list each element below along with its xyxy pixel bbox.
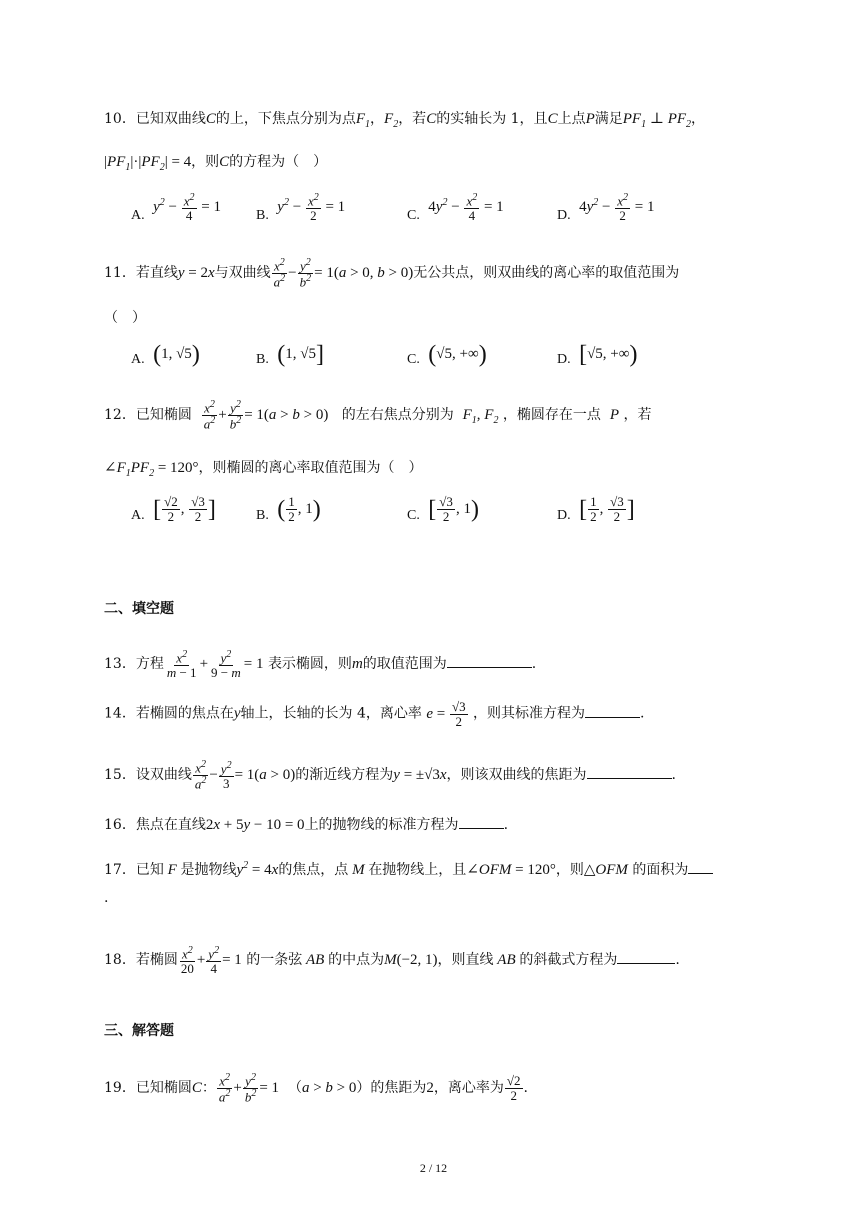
q17-number: 17． xyxy=(104,862,136,878)
q12-option-b[interactable] xyxy=(256,495,321,523)
q10-line1: 10．已知双曲线C的上，下焦点分别为点$F_1$，$F_2$，若C的实轴长为 1，且C上点P满足$PF_1$ ⊥ $PF_2$， xyxy=(104,111,706,130)
q11-option-c[interactable] xyxy=(407,343,487,367)
math: P xyxy=(585,111,595,127)
math: △OFM xyxy=(583,862,628,878)
math: $|PF_1|\cdot|PF_2| = 4$ xyxy=(104,154,192,173)
q10-text: 的方程为（ ） xyxy=(229,154,328,170)
q11-line1 xyxy=(104,258,679,289)
math: $F_1$ xyxy=(355,111,371,130)
q19-line: 19．已知椭圆C： $\frac{x^2}{a^2}$ + $\frac{y^2}{b^2}$ = 1 （a > b > 0）的焦距为2，离心率为 $\frac{√2}{2}$ . xyxy=(104,1072,528,1105)
q19-text: 已知椭圆 xyxy=(135,1079,192,1096)
q11-number: 11． xyxy=(104,264,136,281)
q15-text: 设双曲线 xyxy=(135,766,192,783)
q15-text: 的渐近线方程为 xyxy=(295,766,394,783)
math: $y^2$ − $\frac{x^2}{2}$ = 1 xyxy=(277,192,346,223)
q18-number: 18． xyxy=(104,952,136,969)
answer-blank[interactable] xyxy=(585,717,640,718)
math: C xyxy=(205,111,216,127)
q17-line2: . xyxy=(104,890,109,906)
q10-number: 10． xyxy=(104,111,136,127)
math: AB xyxy=(493,952,520,969)
math: y xyxy=(233,705,241,722)
section-heading-fill-in: 二、填空题 xyxy=(104,601,174,617)
math: P xyxy=(609,406,619,423)
q12-text: 已知椭圆 xyxy=(135,406,192,423)
q17-line xyxy=(104,861,713,878)
math: $F_2$ xyxy=(384,111,399,130)
option-label: B. xyxy=(256,508,269,524)
q14-number: 14． xyxy=(104,705,136,722)
option-label: D. xyxy=(557,352,571,367)
math: AB xyxy=(302,952,329,969)
math: ( $\frac{1}{2}$ , 1) xyxy=(277,494,321,524)
answer-blank[interactable] xyxy=(617,963,675,964)
q19-text: ）的焦距为 xyxy=(356,1079,427,1096)
math: $\angle F_1PF_2 = 120^\circ$ xyxy=(104,460,199,479)
q10-text: 的实轴长为 1，且 xyxy=(436,111,548,127)
q12-text: ，椭圆存在一点 xyxy=(502,406,601,423)
q10-text: 的上，下焦点分别为点 xyxy=(215,111,356,127)
math: (√5, +∞) xyxy=(428,342,487,368)
q19-text: ，离心率为 xyxy=(433,1079,504,1096)
q12-text: ，则椭圆的离心率取值范围为（ ） xyxy=(198,460,423,476)
math: $\frac{x^2}{a^2}$ − $\frac{y^2}{3}$ = 1(a > 0) xyxy=(194,759,296,792)
q10-text: ，则 xyxy=(191,154,220,170)
math: $F_1$, $F_2$ xyxy=(462,406,499,426)
math: y = 2x xyxy=(177,264,215,281)
math: 2x + 5y − 10 = 0 xyxy=(205,817,305,833)
q14-text: ，则其标准方程为 xyxy=(473,705,586,722)
q14-line: 14．若椭圆的焦点在y轴上，长轴的长为 4，离心率 e = $\frac{√3}{2}$ ，则其标准方程为 . xyxy=(104,699,645,729)
math: C xyxy=(426,111,437,127)
q11-option-b[interactable] xyxy=(256,343,324,367)
q12-line1 xyxy=(104,400,651,431)
q11-text: 若直线 xyxy=(135,264,178,281)
q15-text: ，则该双曲线的焦距为 xyxy=(446,766,587,783)
q15-line: 15．设双曲线 $\frac{x^2}{a^2}$ − $\frac{y^2}{3}$ = 1(a > 0)的渐近线方程为y = ±√3x，则该双曲线的焦距为 . xyxy=(104,759,676,792)
page-number: 2 / 12 xyxy=(419,1161,448,1175)
q13-text: 表示椭圆，则 xyxy=(267,656,352,673)
q10-text: ，若 xyxy=(398,111,427,127)
q12-text: ，若 xyxy=(623,406,652,423)
q10-option-a[interactable] xyxy=(131,193,221,223)
q13-text: 方程 xyxy=(135,656,164,673)
option-label: A. xyxy=(131,352,145,367)
answer-blank[interactable] xyxy=(447,667,532,668)
math: $\frac{x^2}{a^2}$ − $\frac{y^2}{b^2}$ = 1(a > 0, b > 0) xyxy=(273,257,414,290)
math: (1, √5) xyxy=(153,342,200,368)
q12-option-a[interactable] xyxy=(131,495,216,523)
option-label: A. xyxy=(131,508,145,524)
option-label: C. xyxy=(407,508,420,524)
math: $\frac{x^2}{a^2}$ + $\frac{y^2}{b^2}$ = 1 xyxy=(218,1072,280,1105)
q17-text: 在抛物线上，且 xyxy=(368,862,467,878)
q10-text: 上点 xyxy=(557,111,586,127)
q10-text: 已知双曲线 xyxy=(135,111,206,127)
option-label: C. xyxy=(407,352,420,367)
math: $\frac{x^2}{m - 1}$ + $\frac{y^2}{9 - m}$ = 1 xyxy=(166,649,264,680)
q10-text: 满足 xyxy=(594,111,623,127)
q17-text: ，则 xyxy=(555,862,584,878)
math: ∠OFM = 120° xyxy=(466,862,556,878)
math: $4y^2$ − $\frac{x^2}{2}$ = 1 xyxy=(579,192,655,223)
q18-text: ，则直线 xyxy=(437,952,494,969)
math: m xyxy=(351,656,363,673)
q12-option-c[interactable] xyxy=(407,495,479,523)
math: [ $\frac{1}{2}$ , $\frac{√3}{2}$ ] xyxy=(579,494,635,524)
option-label: A. xyxy=(131,207,145,223)
q10-line2 xyxy=(104,155,327,173)
math: [ $\frac{√2}{2}$ , $\frac{√3}{2}$ ] xyxy=(153,494,216,524)
q16-line: 16．焦点在直线2x + 5y − 10 = 0上的抛物线的标准方程为 . xyxy=(104,817,509,833)
math: [ $\frac{√3}{2}$ , 1) xyxy=(428,494,479,524)
q12-text: 的左右焦点分别为 xyxy=(341,406,454,423)
q12-line2 xyxy=(104,461,423,479)
q14-text: 若椭圆的焦点在 xyxy=(135,705,234,722)
option-label: B. xyxy=(256,207,269,223)
q16-text: 上的抛物线的标准方程为 xyxy=(304,817,459,833)
q18-text: 的中点为 xyxy=(328,952,385,969)
q11-text: 无公共点，则双曲线的离心率的取值范围为 xyxy=(413,264,680,281)
q12-option-d[interactable] xyxy=(557,495,635,523)
q17-text: 已知 xyxy=(135,862,164,878)
math: [√5, +∞) xyxy=(579,342,638,368)
q16-text: 焦点在直线 xyxy=(135,817,206,833)
math: a > b > 0 xyxy=(301,1079,357,1096)
math: C xyxy=(219,154,230,170)
q17-text: 的焦点，点 xyxy=(278,862,349,878)
q13-number: 13． xyxy=(104,656,136,673)
q13-text: 的取值范围为 xyxy=(362,656,447,673)
q13-line: 13．方程 $\frac{x^2}{m - 1}$ + $\frac{y^2}{9 - m}$ = 1 表示椭圆，则m的取值范围为 . xyxy=(104,649,537,680)
option-label: D. xyxy=(557,508,571,524)
q11-text: （ ） xyxy=(104,310,146,326)
math: 2 xyxy=(426,1079,434,1096)
answer-blank[interactable] xyxy=(688,873,713,874)
math: (1, √5] xyxy=(277,342,325,368)
math: $y^2$ − $\frac{x^2}{4}$ = 1 xyxy=(153,192,221,223)
option-label: C. xyxy=(407,207,420,223)
math: $\frac{x^2}{a^2}$ + $\frac{y^2}{b^2}$ = 1(a > b > 0) xyxy=(203,399,329,432)
math: C xyxy=(191,1079,202,1096)
q11-text: 与双曲线 xyxy=(214,264,271,281)
q18-text: 若椭圆 xyxy=(135,952,178,969)
math: $4y^2$ − $\frac{x^2}{4}$ = 1 xyxy=(428,192,504,223)
q11-option-a[interactable] xyxy=(131,343,200,367)
math: F xyxy=(163,862,181,878)
q10-option-c[interactable] xyxy=(407,193,504,223)
q19-text: （ xyxy=(287,1079,302,1096)
answer-blank[interactable] xyxy=(459,828,504,829)
option-label: D. xyxy=(557,207,571,223)
math: M xyxy=(348,862,369,878)
q10-option-b[interactable] xyxy=(256,193,345,223)
math: $\frac{x^2}{20}$ + $\frac{y^2}{4}$ = 1 xyxy=(180,945,242,976)
math: $y^2 = 4x$ xyxy=(236,860,279,878)
math: C xyxy=(547,111,558,127)
q17-text: 是抛物线 xyxy=(180,862,237,878)
q10-option-d[interactable] xyxy=(557,193,654,223)
q11-option-d[interactable] xyxy=(557,343,637,367)
math: M(−2, 1) xyxy=(384,952,438,969)
q18-line: 18．若椭圆 $\frac{x^2}{20}$ + $\frac{y^2}{4}$ = 1 的一条弦 AB 的中点为M(−2, 1)，则直线 AB 的斜截式方程为 . xyxy=(104,945,680,976)
q11-line2 xyxy=(104,311,146,325)
q19-number: 19． xyxy=(104,1079,136,1096)
math: y = ±√3x xyxy=(393,766,447,783)
option-label: B. xyxy=(256,352,269,367)
q17-text: 的面积为 xyxy=(632,862,689,878)
section-heading-solve: 三、解答题 xyxy=(104,1023,174,1039)
math: $\frac{√2}{2}$ xyxy=(506,1073,521,1103)
q12-number: 12． xyxy=(104,406,136,423)
q16-number: 16． xyxy=(104,817,136,833)
answer-blank[interactable] xyxy=(587,778,672,779)
q18-text: 的斜截式方程为 xyxy=(519,952,618,969)
math: e = $\frac{√3}{2}$ xyxy=(426,699,466,729)
math: $PF_1$ ⊥ $PF_2$ xyxy=(622,111,692,130)
q18-text: 的一条弦 xyxy=(246,952,303,969)
q14-text: 轴上，长轴的长为 4，离心率 xyxy=(240,705,422,722)
q15-number: 15． xyxy=(104,766,136,783)
